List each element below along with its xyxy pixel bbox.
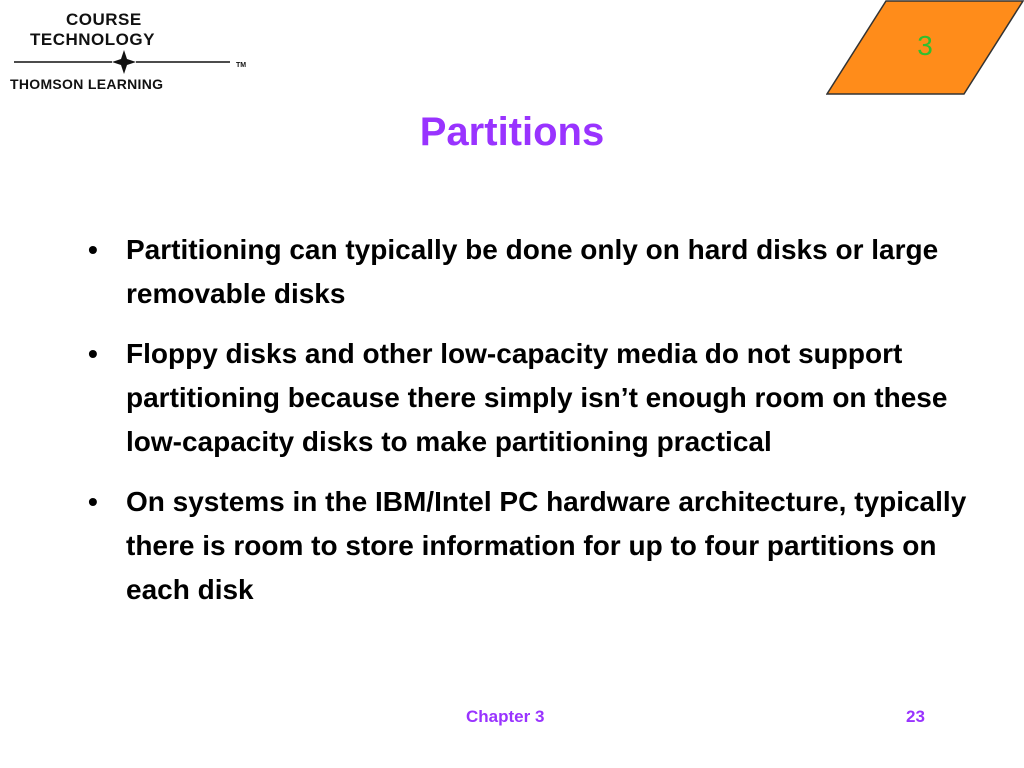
bullet-item [88,332,968,464]
footer-chapter: Chapter 3 [466,707,545,726]
bullet-text: On systems in the IBM/Intel PC hardware architecture, typically there is room to store information for up to four partitions on each disk [126,486,967,605]
bullet-marker: • [88,234,98,265]
course-technology-logo [8,8,248,98]
bullet-text: Floppy disks and other low-capacity media do not support partitioning because there simply isn’t enough room on these low-capacity disks to make partitioning practical [126,338,948,457]
footer-page-number: 23 [906,707,925,726]
bullet-marker: • [88,338,98,369]
logo-line-course: COURSE [66,10,142,29]
bullet-item [88,480,968,612]
logo-star-icon [8,48,248,76]
slide-title: Partitions [419,110,605,154]
chapter-badge-number: 3 [917,30,933,61]
logo-trademark: TM [236,62,247,69]
bullet-list [88,228,968,628]
logo-line-thomson: THOMSON LEARNING [10,76,164,92]
bullet-item [88,228,968,316]
bullet-marker: • [88,486,98,517]
logo-line-technology: TECHNOLOGY [30,30,155,49]
bullet-text: Partitioning can typically be done only on hard disks or large removable disks [126,234,939,309]
